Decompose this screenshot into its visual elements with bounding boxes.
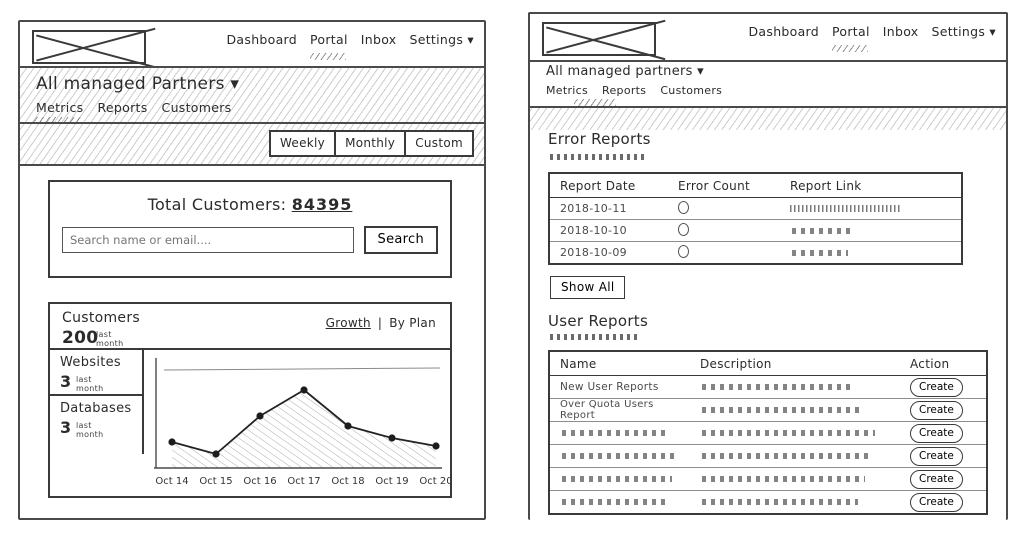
cell-action xyxy=(900,447,986,466)
column-report-date: Report Date xyxy=(560,179,636,193)
column-report-link: Report Link xyxy=(790,179,862,193)
nav-item-inbox[interactable]: Inbox xyxy=(882,24,919,39)
column-description: Description xyxy=(700,357,772,371)
total-customers-label: Total Customers: xyxy=(147,195,287,214)
report-link-placeholder[interactable] xyxy=(790,250,848,256)
cell-description xyxy=(690,499,900,505)
cell-action xyxy=(900,378,986,397)
stats-view-toggle xyxy=(326,316,436,330)
cell-description xyxy=(690,430,900,436)
cell-report-name xyxy=(550,476,690,482)
search-button[interactable]: Search xyxy=(364,226,438,254)
svg-text:Oct 15: Oct 15 xyxy=(199,476,233,487)
left-wireframe-panel xyxy=(18,20,486,520)
table-row[interactable] xyxy=(550,422,986,445)
nav-active-indicator xyxy=(832,45,868,52)
nav-item-dashboard[interactable]: Dashboard xyxy=(226,32,298,47)
subnav-active-indicator xyxy=(574,99,616,106)
create-button[interactable]: Create xyxy=(910,378,963,397)
cell-report-name xyxy=(550,453,690,459)
cell-report-name xyxy=(550,430,690,436)
top-header-right xyxy=(528,12,1008,58)
cell-report-name: New User Reports xyxy=(560,381,659,393)
right-wireframe-panel xyxy=(528,12,1008,520)
description-placeholder xyxy=(700,384,850,390)
column-action: Action xyxy=(910,357,950,371)
total-customers-line xyxy=(50,195,450,214)
report-link-placeholder[interactable] xyxy=(790,228,854,234)
nav-item-settings[interactable]: Settings ▾ xyxy=(931,24,996,39)
cell-report-date: 2018-10-10 xyxy=(560,224,627,237)
cell-report-date: 2018-10-11 xyxy=(560,202,627,215)
show-all-button[interactable]: Show All xyxy=(550,276,625,299)
toggle-separator: | xyxy=(377,316,383,330)
cell-action xyxy=(900,470,986,489)
cell-report-link[interactable] xyxy=(780,250,950,256)
toggle-by-plan[interactable]: By Plan xyxy=(389,316,436,330)
metric-databases-label: Databases xyxy=(60,401,132,416)
user-reports-table xyxy=(548,350,988,515)
stats-header xyxy=(50,304,450,348)
search-input[interactable] xyxy=(62,227,354,253)
sub-header-right xyxy=(528,58,1008,112)
cell-report-name xyxy=(550,499,690,505)
banner-strip xyxy=(528,108,1008,130)
cell-report-name: Over Quota Users Report xyxy=(560,399,654,421)
cell-description xyxy=(690,453,900,459)
customers-stats-card xyxy=(48,302,452,498)
period-banner xyxy=(18,124,486,166)
table-row[interactable] xyxy=(550,399,986,422)
sub-nav-right xyxy=(546,84,722,97)
user-reports-title: User Reports xyxy=(548,312,649,330)
cell-action xyxy=(900,493,986,512)
subnav-item-metrics[interactable]: Metrics xyxy=(36,100,84,115)
description-placeholder xyxy=(700,453,870,459)
table-row[interactable] xyxy=(550,468,986,491)
logo-placeholder-icon xyxy=(32,30,146,64)
growth-line-chart xyxy=(144,348,450,496)
total-customers-value: 84395 xyxy=(291,195,353,214)
nav-item-settings[interactable]: Settings ▾ xyxy=(409,32,474,47)
column-error-count: Error Count xyxy=(678,179,751,193)
zero-glyph-icon xyxy=(678,223,689,236)
metric-databases-sub: last month xyxy=(76,421,104,439)
svg-text:Oct 18: Oct 18 xyxy=(331,476,365,487)
cell-report-date: 2018-10-09 xyxy=(560,246,627,259)
period-toggle-group xyxy=(269,130,474,157)
create-button[interactable]: Create xyxy=(910,447,963,466)
growth-chart-svg xyxy=(144,350,450,498)
create-button[interactable]: Create xyxy=(910,493,963,512)
column-name: Name xyxy=(560,357,597,371)
stats-value: 200 xyxy=(62,328,99,348)
cell-report-link[interactable] xyxy=(780,228,950,234)
error-reports-header-row xyxy=(550,174,961,198)
description-placeholder xyxy=(700,430,875,436)
stats-title: Customers xyxy=(62,310,140,326)
create-button[interactable]: Create xyxy=(910,424,963,443)
svg-text:Oct 19: Oct 19 xyxy=(375,476,409,487)
table-row[interactable] xyxy=(550,491,986,513)
cell-error-count xyxy=(668,223,780,239)
cell-description xyxy=(690,407,900,413)
user-reports-header-row xyxy=(550,352,986,376)
metric-databases-value: 3 xyxy=(60,418,72,437)
cell-report-link[interactable] xyxy=(780,205,950,212)
svg-text:Oct 17: Oct 17 xyxy=(287,476,321,487)
customer-search-card xyxy=(48,180,452,278)
nav-item-dashboard[interactable]: Dashboard xyxy=(748,24,820,39)
name-placeholder xyxy=(560,476,672,482)
top-header-left xyxy=(18,20,486,66)
cell-description xyxy=(690,476,900,482)
metric-websites[interactable] xyxy=(50,348,144,394)
partner-scope-dropdown[interactable]: All managed partners ▾ xyxy=(546,64,704,79)
subnav-item-customers[interactable]: Customers xyxy=(660,84,723,97)
cell-error-count xyxy=(668,245,780,261)
subnav-item-metrics[interactable]: Metrics xyxy=(546,84,589,97)
name-placeholder xyxy=(560,499,668,505)
period-button-weekly[interactable]: Weekly xyxy=(271,132,336,155)
user-reports-title-underline xyxy=(548,334,640,340)
nav-item-portal[interactable]: Portal xyxy=(832,24,870,39)
svg-text:Oct 20: Oct 20 xyxy=(419,476,450,487)
toggle-growth[interactable]: Growth xyxy=(325,316,371,330)
metric-websites-value: 3 xyxy=(60,372,72,391)
partner-scope-dropdown[interactable]: All managed Partners ▾ xyxy=(36,74,240,94)
metric-databases[interactable] xyxy=(50,394,144,454)
table-row[interactable] xyxy=(550,376,986,399)
cell-action xyxy=(900,424,986,443)
error-reports-title-underline xyxy=(548,154,644,160)
nav-active-indicator xyxy=(310,53,346,60)
period-button-custom[interactable]: Custom xyxy=(415,136,463,150)
create-button[interactable]: Create xyxy=(910,401,963,420)
sub-header-left xyxy=(18,66,486,124)
table-row[interactable] xyxy=(550,242,961,263)
name-placeholder xyxy=(560,453,678,459)
subnav-item-reports[interactable]: Reports xyxy=(97,100,148,115)
period-button-monthly[interactable]: Monthly xyxy=(336,132,406,155)
create-button[interactable]: Create xyxy=(910,470,963,489)
main-nav-left xyxy=(227,32,475,47)
banner-divider xyxy=(18,164,486,166)
search-row xyxy=(62,226,438,254)
metric-websites-sub: last month xyxy=(76,375,104,393)
subnav-item-customers[interactable]: Customers xyxy=(161,100,232,115)
zero-glyph-icon xyxy=(678,201,689,214)
sub-nav-left xyxy=(36,100,231,115)
zero-glyph-icon xyxy=(678,245,689,258)
description-placeholder xyxy=(700,499,858,505)
table-row[interactable] xyxy=(550,220,961,242)
cell-description xyxy=(690,384,900,390)
nav-item-inbox[interactable]: Inbox xyxy=(360,32,397,47)
error-reports-table xyxy=(548,172,963,265)
report-link-placeholder[interactable] xyxy=(790,205,900,212)
svg-text:Oct 14: Oct 14 xyxy=(155,476,189,487)
nav-item-portal[interactable]: Portal xyxy=(310,32,348,47)
svg-text:Oct 16: Oct 16 xyxy=(243,476,277,487)
metric-websites-label: Websites xyxy=(60,355,121,370)
logo-placeholder-icon xyxy=(542,22,656,56)
subnav-item-reports[interactable]: Reports xyxy=(602,84,647,97)
main-nav-right xyxy=(749,24,997,39)
description-placeholder xyxy=(700,407,860,413)
table-row[interactable] xyxy=(550,198,961,220)
table-row[interactable] xyxy=(550,445,986,468)
description-placeholder xyxy=(700,476,865,482)
error-reports-title: Error Reports xyxy=(548,130,651,148)
cell-action xyxy=(900,401,986,420)
stats-value-sub: last month xyxy=(96,330,124,348)
name-placeholder xyxy=(560,430,670,436)
cell-error-count xyxy=(668,201,780,217)
